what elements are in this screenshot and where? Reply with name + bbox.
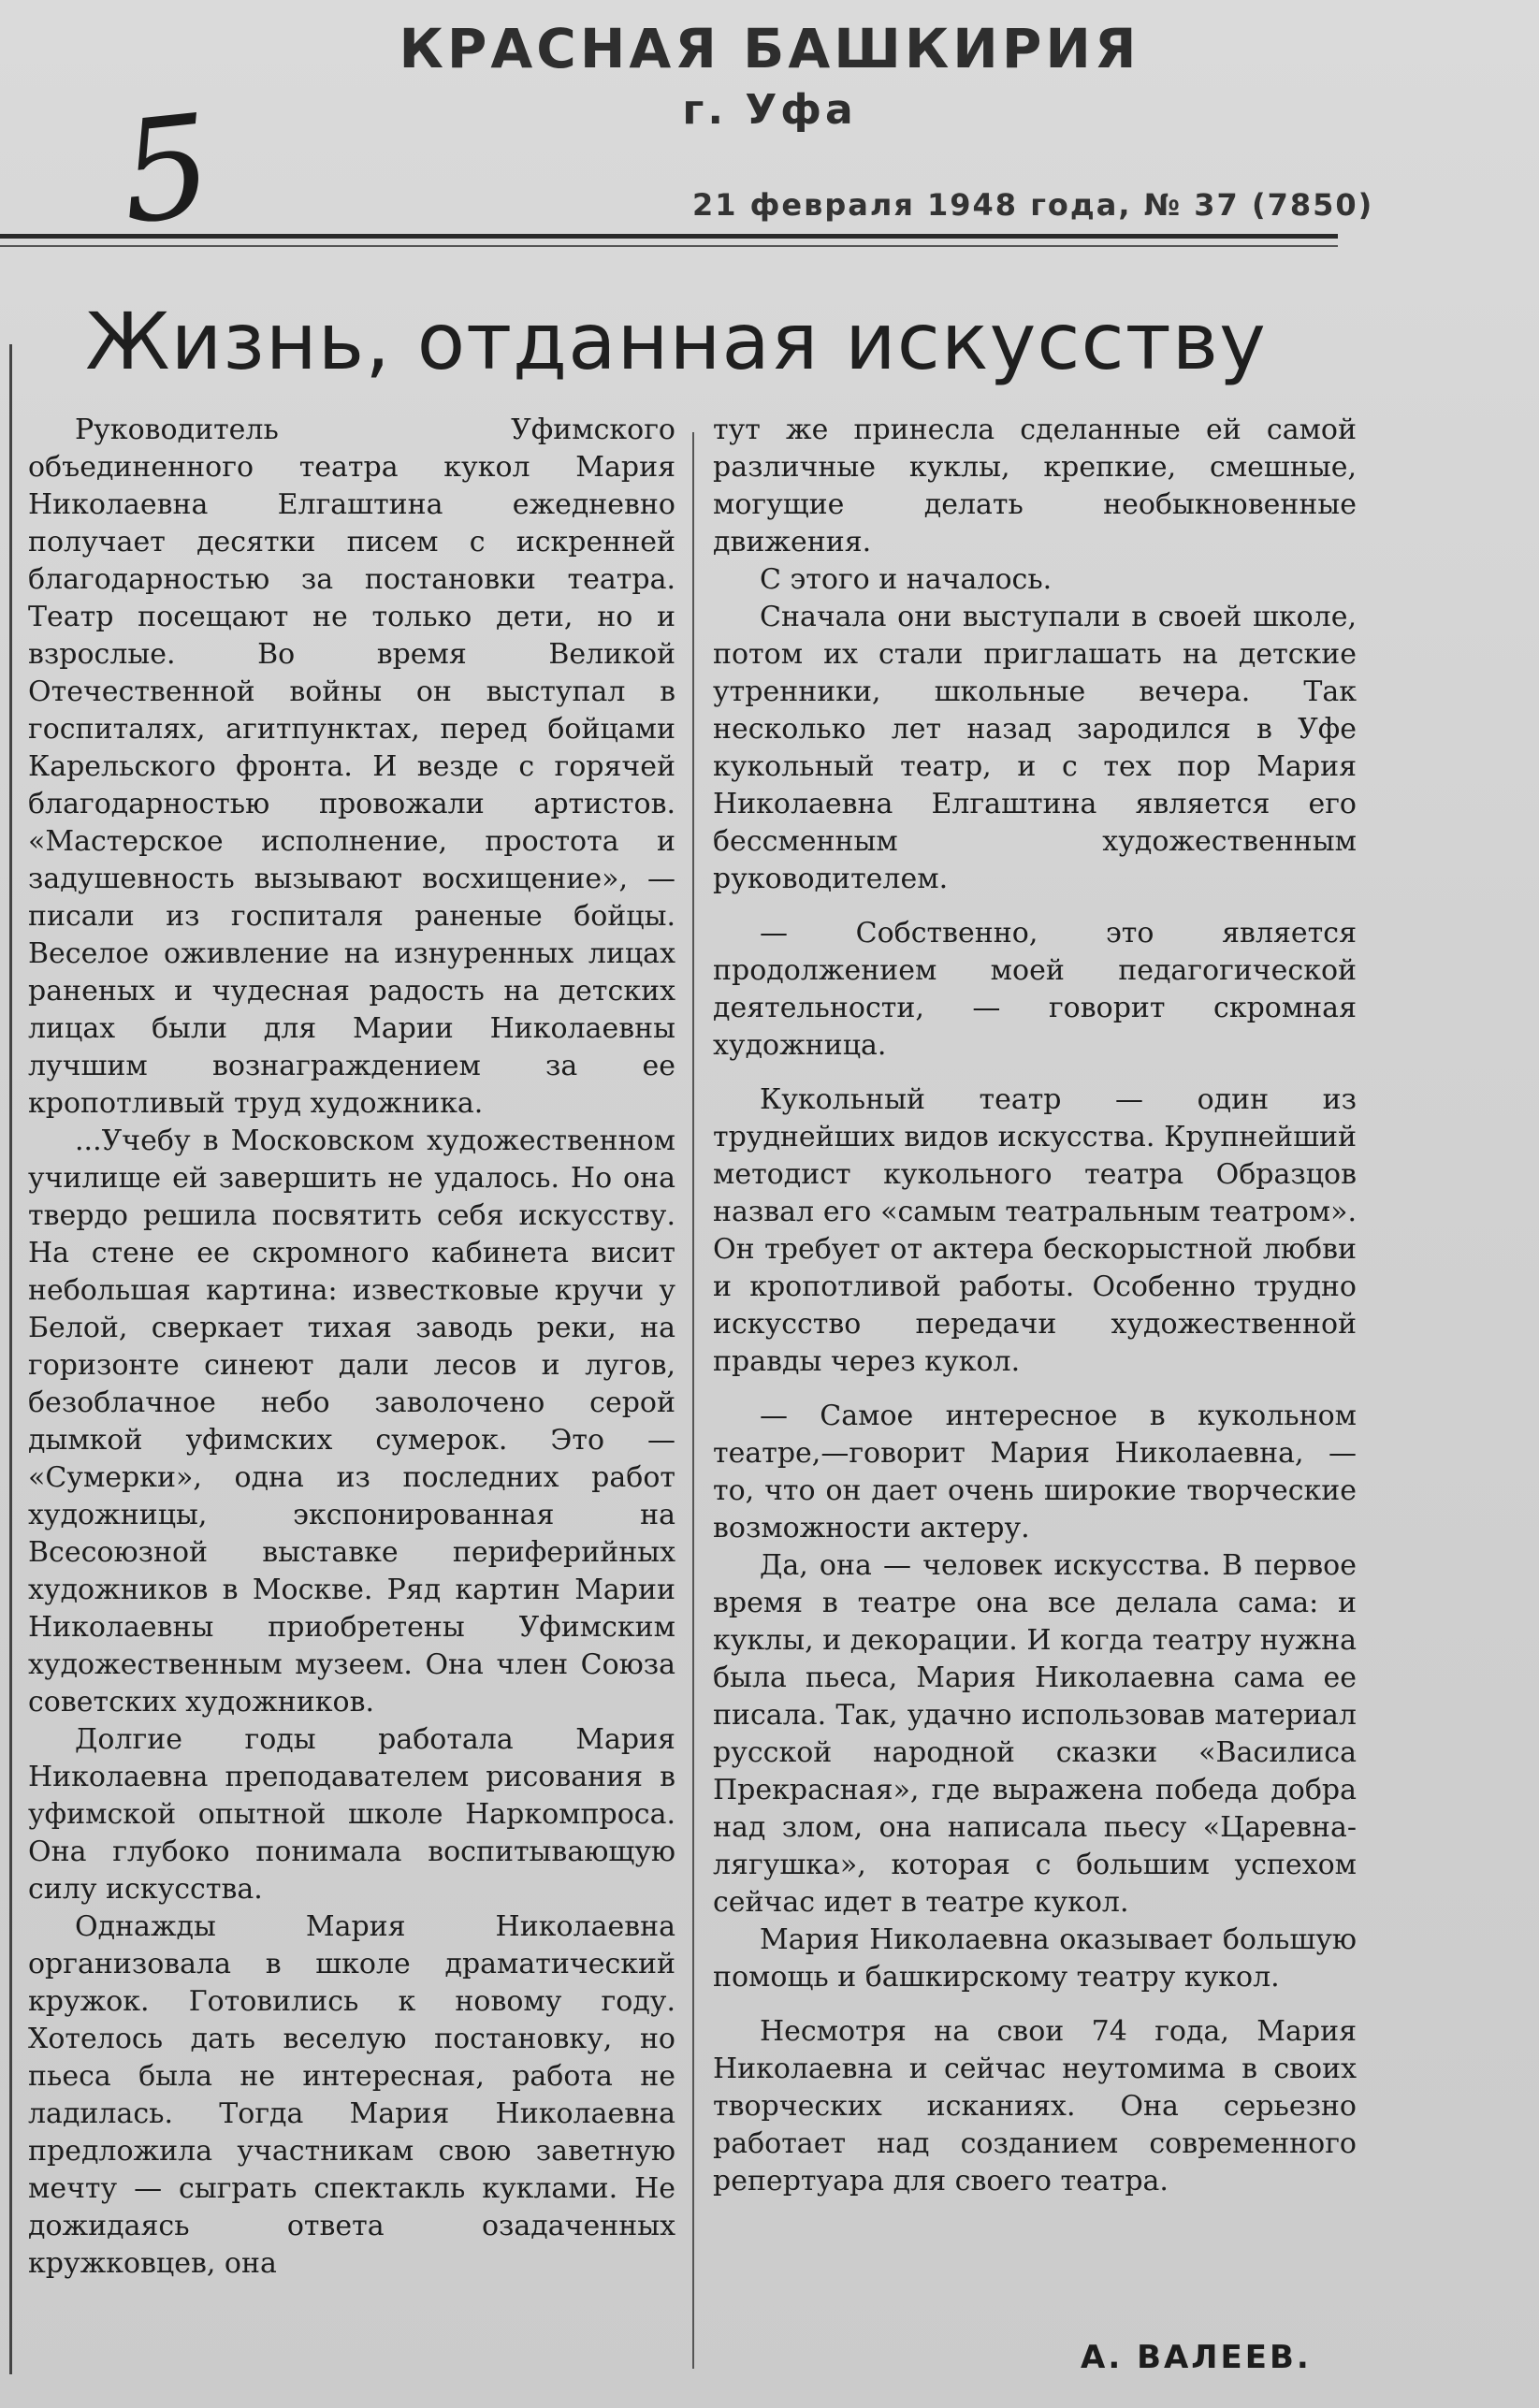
paragraph: Несмотря на свои 74 года, Мария Николаевна и сейчас неутомима в своих творческих исканиях. Она серьезно работает над созданием современного репертуара для своего театра. [713,2015,1357,2198]
newspaper-title: КРАСНАЯ БАШКИРИЯ [399,17,1140,80]
article-column-left [28,412,675,2283]
article-frame-left [9,344,12,2374]
paragraph: С этого и началось. [760,563,1053,596]
paragraph: Мария Николаевна оказывает большую помощь и башкирскому театру кукол. [713,1923,1357,1994]
paragraph: Долгие годы работала Мария Николаевна преподавателем рисования в уфимской опытной школе Наркомпроса. Она глубоко понимала воспитывающую силу искусства. [28,1723,675,1906]
paragraph: Да, она — человек искусства. В первое время в театре она все делала сама: и куклы, и декорации. И когда театру нужна была пьеса, Мария Николаевна сама ее писала. Так, удачно использовав материал русской народной сказки «Василиса Прекрасная», где выражена победа добра над злом, она написала пьесу «Царевна-лягушка», которая с большим успехом сейчас идет в театре кукол. [713,1549,1357,1919]
masthead-rule-thin [0,245,1338,247]
newspaper-city: г. Уфа [682,86,857,134]
column-divider [692,432,694,2369]
paragraph: Однажды Мария Николаевна организовала в школе драматический кружок. Готовились к новому году. Хотелось дать веселую постановку, но пьеса была не интересная, работа не ладилась. Тогда Мария Николаевна предложила участникам свою заветную мечту — сыграть спектакль куклами. Не дожидаясь ответа озадаченных кружковцев, она [28,1910,675,2280]
handwritten-number: 5 [113,84,220,256]
paragraph: ...Учебу в Московском художественном училище ей завершить не удалось. Но она твердо решила посвятить себя искусству. На стене ее скромного кабинета висит небольшая картина: известковые кручи у Белой, сверкает тихая заводь реки, на горизонте синеют дали лесов и лугов, безоблачное небо заволочено серой дымкой уфимских сумерок. Это — «Сумерки», одна из последних работ художницы, экспонированная на Всесоюзной выставке периферийных художников в Москве. Ряд картин Марии Николаевны приобретены Уфимским художественным музеем. Она член Союза советских художников. [28,1124,675,1719]
paragraph: тут же принесла сделанные ей самой различные куклы, крепкие, смешные, могущие делать необыкновенные движения. [713,413,1357,558]
paragraph: Сначала они выступали в своей школе, потом их стали приглашать на детские утренники, школьные вечера. Так несколько лет назад зародился в Уфе кукольный театр, и с тех пор Мария Николаевна Елгаштина является его бессменным художественным руководителем. [713,601,1357,895]
article-headline: Жизнь, отданная искусству [85,296,1267,387]
paragraph: — Собственно, это является продолжением моей педагогической деятельности, — говорит скромная художница. [713,917,1357,1062]
masthead-rule [0,234,1338,239]
issue-dateline: 21 февраля 1948 года, № 37 (7850) [692,187,1374,223]
paragraph: Кукольный театр — один из труднейших видов искусства. Крупнейший методист кукольного театра Образцов назвал его «самым театральным театром». Он требует от актера бескорыстной любви и кропотливой работы. Особенно трудно искусство передачи художественной правды через кукол. [713,1083,1357,1378]
paragraph: — Самое интересное в кукольном театре,—говорит Мария Николаевна, — то, что он дает очень широкие творческие возможности актеру. [713,1400,1357,1545]
article-column-right [713,412,1357,2200]
author-signature: А. ВАЛЕЕВ. [1081,2339,1312,2376]
paragraph: Руководитель Уфимского объединенного театра кукол Мария Николаевна Елгаштина ежедневно получает десятки писем с искренней благодарностью за постановки театра. Театр посещают не только дети, но и взрослые. Во время Великой Отечественной войны он выступал в госпиталях, агитпунктах, перед бойцами Карельского фронта. И везде с горячей благодарностью провожали артистов. «Мастерское исполнение, простота и задушевность вызывают восхищение», — писали из госпиталя раненые бойцы. Веселое оживление на изнуренных лицах раненых и чудесная радость на детских лицах были для Марии Николаевны лучшим вознаграждением за ее кропотливый труд художника. [28,413,675,1120]
